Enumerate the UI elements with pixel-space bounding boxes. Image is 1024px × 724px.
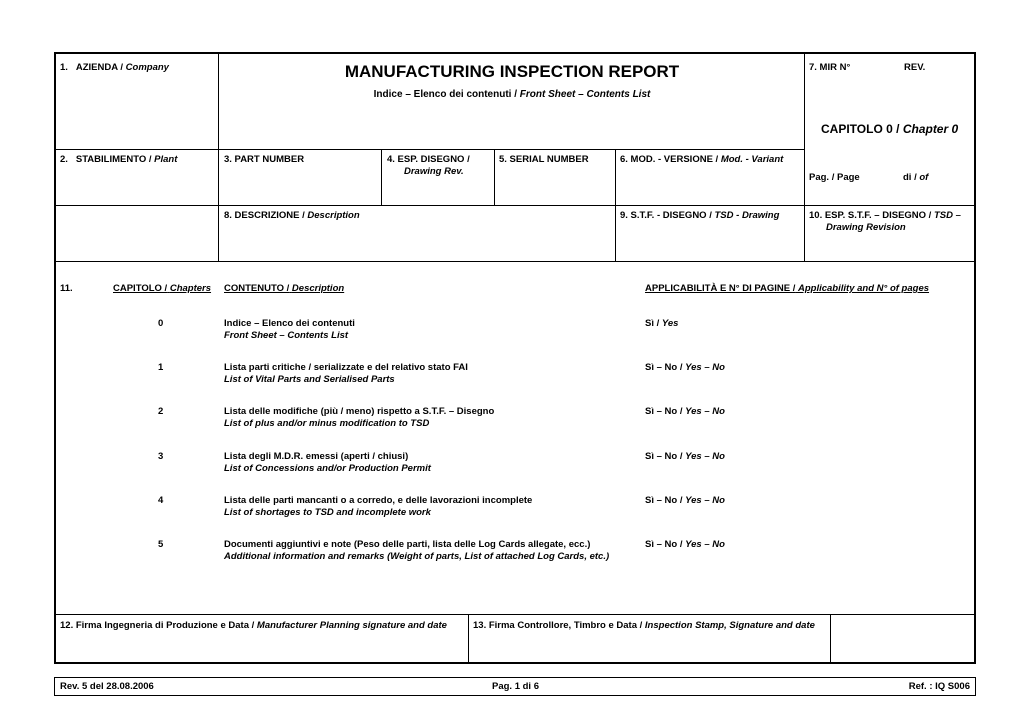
page-count-label: Pag. / Page [809, 172, 860, 183]
page-title: MANUFACTURING INSPECTION REPORT [344, 62, 680, 81]
footer-page: Pag. 1 di 6 [492, 681, 539, 692]
chapter-number: 5 [158, 539, 164, 550]
mod-version-label: 6. MOD. - VERSIONE / Mod. - Variant [620, 154, 784, 165]
chapter-applicability: Sì – No / Yes – No [645, 539, 725, 550]
chapter-applicability: Sì – No / Yes – No [645, 495, 725, 506]
footer-revision: Rev. 5 del 28.08.2006 [60, 681, 154, 692]
drawing-rev-label: 4. ESP. DISEGNO / Drawing Rev. [387, 154, 470, 177]
divider-col-g [830, 614, 831, 664]
chapter-applicability: Sì – No / Yes – No [645, 406, 725, 417]
divider-col-e [615, 149, 616, 261]
divider-col-f [468, 614, 469, 664]
stf-drawing-revision-label: 10. ESP. S.T.F. – DISEGNO / TSD – Drawing Revision [809, 210, 961, 233]
page-of-label: di / of [903, 172, 929, 183]
chapter-number: 0 [158, 318, 164, 329]
description-label: 8. DESCRIZIONE / Description [224, 210, 360, 221]
part-number-label: 3. PART NUMBER [224, 154, 305, 165]
stf-drawing-label: 9. S.T.F. - DISEGNO / TSD - Drawing [620, 210, 780, 221]
contents-section-number: 11. [60, 283, 73, 294]
divider-col-b [804, 53, 805, 261]
divider-row4 [55, 614, 975, 615]
chapter-description: Lista delle parti mancanti o a corredo, e delle lavorazioni incomplete List of shortages to TSD and incomplete work [224, 495, 533, 518]
chapter-description: Indice – Elenco dei contenuti Front Sheet – Contents List [224, 318, 355, 341]
mir-number-label: 7. MIR N° [809, 62, 851, 73]
company-label: 1. AZIENDA / Company [60, 62, 169, 73]
serial-number-label: 5. SERIAL NUMBER [499, 154, 589, 165]
report-frame [54, 52, 976, 664]
chapter-number: 1 [158, 362, 164, 373]
divider-row3 [55, 261, 975, 262]
chapter-number: 2 [158, 406, 164, 417]
chapter-description: Documenti aggiuntivi e note (Peso delle parti, lista delle Log Cards allegate, ecc.) Additional information and remarks (Weight of parts, List of attached Log Cards, etc.) [224, 539, 610, 562]
inspection-signature-label: 13. Firma Controllore, Timbro e Data / Inspection Stamp, Signature and date [473, 620, 815, 631]
chapter-description: Lista parti critiche / serializzate e del relativo stato FAI List of Vital Parts and Serialised Parts [224, 362, 468, 385]
chapter-applicability: Sì / Yes [645, 318, 679, 329]
chapters-header: CAPITOLO / Chapters [113, 283, 212, 294]
divider-col-d [494, 149, 495, 205]
divider-row2 [55, 205, 975, 206]
page-footer [54, 677, 976, 696]
chapter-applicability: Sì – No / Yes – No [645, 451, 725, 462]
rev-label: REV. [904, 62, 926, 73]
chapter-number: 4 [158, 495, 164, 506]
divider-col-c [381, 149, 382, 205]
divider-col-a [218, 53, 219, 261]
chapter-number: 3 [158, 451, 164, 462]
chapter-description: Lista delle modifiche (più / meno) rispetto a S.T.F. – Disegno List of plus and/or minus modification to TSD [224, 406, 495, 429]
divider-row1 [55, 149, 805, 150]
applicability-header: APPLICABILITÀ E N° DI PAGINE / Applicability and N° of pages [645, 283, 930, 294]
chapter-applicability: Sì – No / Yes – No [645, 362, 725, 373]
footer-reference: Ref. : IQ S006 [908, 681, 970, 692]
planning-signature-label: 12. Firma Ingegneria di Produzione e Data / Manufacturer Planning signature and date [60, 620, 447, 631]
chapter-label: CAPITOLO 0 / Chapter 0 [821, 122, 959, 136]
description-header: CONTENUTO / Description [224, 283, 345, 294]
page-subtitle: Indice – Elenco dei contenuti / Front Sheet – Contents List [373, 89, 651, 100]
chapter-description: Lista degli M.D.R. emessi (aperti / chiusi) List of Concessions and/or Production Permit [224, 451, 431, 474]
plant-label: 2. STABILIMENTO / Plant [60, 154, 178, 165]
